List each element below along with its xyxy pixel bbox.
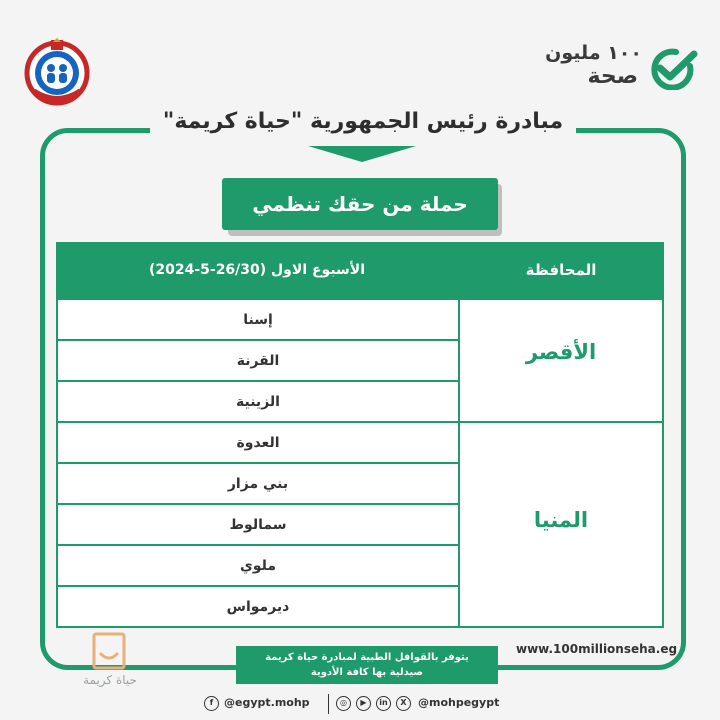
instagram-icon[interactable]: ◎ bbox=[336, 696, 351, 711]
table-cell-place: سمالوط bbox=[58, 505, 458, 546]
footer-note bbox=[236, 646, 498, 684]
table-cell-place: القرنة bbox=[58, 341, 458, 382]
governorate-luxor: الأقصر bbox=[525, 340, 597, 364]
hayah-karima-logo bbox=[78, 632, 142, 712]
svg-text:حياة كريمة: حياة كريمة bbox=[83, 673, 137, 687]
checkmark-icon bbox=[646, 46, 700, 90]
table-cell-place: ملوي bbox=[58, 546, 458, 587]
table-cell-place: ديرمواس bbox=[226, 599, 290, 615]
x-icon[interactable]: X bbox=[396, 696, 411, 711]
table-body bbox=[56, 298, 664, 628]
schedule-table bbox=[56, 242, 664, 628]
linkedin-icon[interactable]: in bbox=[376, 696, 391, 711]
website-link[interactable]: www.100millionseha.eg bbox=[516, 642, 678, 656]
footer-note-line1: يتوفر بالقوافل الطبية لمبادرة حياة كريمة bbox=[265, 652, 469, 663]
ministry-of-health-logo bbox=[22, 36, 92, 106]
column-header-week: الأسبوع الاول (26/30-5-2024) bbox=[148, 262, 366, 278]
column-header-governorate: المحافظة bbox=[525, 261, 597, 279]
table-cell-place: العدوة bbox=[58, 423, 458, 464]
table-cell-place: إسنا bbox=[58, 300, 458, 341]
social-handle-right[interactable]: @mohpegypt bbox=[418, 696, 500, 709]
table-header bbox=[56, 242, 664, 298]
social-handle-left[interactable]: @egypt.mohp bbox=[224, 696, 310, 709]
table-cell-place: بني مزار bbox=[58, 464, 458, 505]
brand-line2: صحة bbox=[587, 64, 638, 89]
governorate-minya: المنيا bbox=[533, 508, 589, 532]
brand-line1: ١٠٠ مليون bbox=[545, 42, 642, 64]
footer-note-line2: صيدلية بها كافة الأدوية bbox=[310, 667, 424, 678]
campaign-title: حملة من حقك تنظمي bbox=[222, 178, 498, 230]
social-bar bbox=[204, 694, 524, 716]
table-cell-place: الزينية bbox=[58, 382, 458, 423]
frame-notch bbox=[308, 146, 416, 162]
100-million-seha-logo bbox=[545, 42, 700, 98]
page-title: مبادرة رئيس الجمهورية "حياة كريمة" bbox=[162, 109, 564, 134]
facebook-icon[interactable]: f bbox=[204, 696, 219, 711]
youtube-icon[interactable]: ▶ bbox=[356, 696, 371, 711]
